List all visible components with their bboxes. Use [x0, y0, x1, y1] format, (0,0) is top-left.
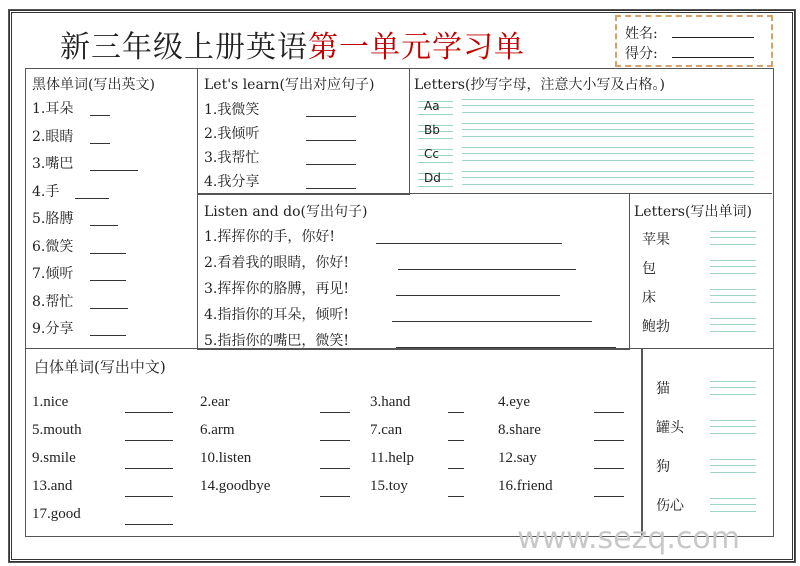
letter-writing-line[interactable]: [462, 171, 754, 185]
bold-word-item: 8.帮忙: [32, 293, 74, 310]
answer-blank[interactable]: [448, 468, 464, 469]
divider: [408, 193, 772, 194]
answer-blank[interactable]: [306, 164, 356, 165]
answer-blank[interactable]: [306, 116, 356, 117]
listen-do-item: 4.指指你的耳朵，倾听!: [204, 307, 349, 323]
answer-blank[interactable]: [396, 295, 560, 296]
answer-blank[interactable]: [448, 412, 464, 413]
answer-blank[interactable]: [125, 496, 173, 497]
answer-blank[interactable]: [90, 280, 126, 281]
white-word-item: 17.good: [32, 506, 81, 522]
answer-blank[interactable]: [125, 412, 173, 413]
letters-word-item: 猫: [656, 381, 670, 397]
letters-word-item: 包: [642, 261, 656, 277]
answer-blank[interactable]: [306, 188, 356, 189]
bold-word-item: 1.耳朵: [32, 101, 74, 117]
white-word-item: 6.arm: [200, 422, 235, 438]
letter-sample: Aa: [424, 99, 440, 113]
white-word-item: 5.mouth: [32, 422, 82, 438]
white-word-item: 8.share: [498, 422, 541, 438]
bold-word-item: 7.倾听: [32, 266, 74, 282]
answer-blank[interactable]: [320, 468, 350, 469]
answer-blank[interactable]: [90, 170, 138, 171]
answer-blank[interactable]: [594, 468, 624, 469]
answer-blank[interactable]: [125, 524, 173, 525]
answer-blank[interactable]: [594, 412, 624, 413]
watermark: www.sezq.com: [517, 521, 740, 556]
bold-word-item: 9.分享: [32, 321, 74, 337]
score-row: [625, 43, 754, 63]
bold-word-item: 6.微笑: [32, 238, 74, 255]
white-word-item: 15.toy: [370, 478, 408, 494]
title-black: 新三年级上册英语: [60, 30, 308, 65]
white-word-item: 16.friend: [498, 478, 553, 494]
answer-blank[interactable]: [90, 308, 128, 309]
listen-do-item: 2.看着我的眼睛，你好!: [204, 255, 349, 271]
lets-learn-heading: Let's learn(写出对应句子): [204, 77, 375, 93]
lets-learn-item: 1.我微笑: [204, 102, 260, 118]
title-red: 第一单元学习单: [308, 30, 525, 65]
answer-blank[interactable]: [90, 143, 110, 144]
white-words-heading: 白体单词(写出中文): [34, 358, 166, 376]
answer-blank[interactable]: [90, 225, 118, 226]
white-word-item: 4.eye: [498, 394, 531, 410]
letters-copy-heading: Letters(抄写字母，注意大小写及占格。): [414, 77, 665, 93]
letter-writing-line[interactable]: [462, 99, 754, 113]
word-writing-line[interactable]: [710, 420, 756, 434]
answer-blank[interactable]: [320, 412, 350, 413]
answer-blank[interactable]: [594, 440, 624, 441]
listen-do-heading: Listen and do(写出句子): [204, 204, 368, 220]
answer-blank[interactable]: [448, 496, 464, 497]
white-word-item: 7.can: [370, 422, 403, 438]
lets-learn-item: 4.我分享: [204, 174, 260, 190]
name-score-box: [615, 15, 773, 67]
listen-do-item: 3.挥挥你的胳膊，再见!: [204, 281, 349, 297]
answer-blank[interactable]: [90, 335, 126, 336]
white-word-item: 10.listen: [200, 450, 252, 466]
answer-blank[interactable]: [75, 198, 109, 199]
answer-blank[interactable]: [125, 440, 173, 441]
word-writing-line[interactable]: [710, 498, 756, 512]
letter-writing-line[interactable]: [462, 123, 754, 137]
name-field[interactable]: [672, 37, 754, 38]
white-word-item: 9.smile: [32, 450, 76, 466]
lets-learn-item: 3.我帮忙: [204, 150, 260, 166]
letters-word-item: 伤心: [656, 498, 684, 514]
answer-blank[interactable]: [306, 140, 356, 141]
word-writing-line[interactable]: [710, 231, 756, 245]
letters-word-item: 狗: [656, 459, 670, 475]
bold-word-item: 2.眼睛: [32, 128, 74, 145]
letters-word-item: 罐头: [656, 420, 684, 436]
bold-word-item: 3.嘴巴: [32, 156, 74, 172]
letter-sample: Cc: [424, 147, 439, 161]
letters-word-item: 鲍勃: [642, 319, 670, 335]
answer-blank[interactable]: [90, 253, 126, 254]
letters-word-item: 床: [642, 290, 656, 306]
answer-blank[interactable]: [594, 496, 624, 497]
word-writing-line[interactable]: [710, 459, 756, 473]
listen-do-item: 1.挥挥你的手，你好!: [204, 229, 335, 245]
listen-do-item: 5.指指你的嘴巴，微笑!: [204, 333, 349, 349]
word-writing-line[interactable]: [710, 318, 756, 332]
answer-blank[interactable]: [376, 243, 562, 244]
name-row: [625, 23, 754, 43]
white-word-item: 2.ear: [200, 394, 230, 410]
answer-blank[interactable]: [320, 496, 350, 497]
page-title: [60, 22, 525, 66]
white-word-item: 14.goodbye: [200, 478, 271, 494]
answer-blank[interactable]: [398, 269, 576, 270]
score-label: 得分:: [625, 46, 658, 62]
white-word-item: 11.help: [370, 450, 415, 466]
letters-word-item: 苹果: [642, 232, 670, 248]
letters-words-heading: Letters(写出单词): [634, 204, 752, 220]
answer-blank[interactable]: [392, 321, 592, 322]
white-word-item: 12.say: [498, 450, 537, 466]
white-word-item: 13.and: [32, 478, 73, 494]
lets-learn-item: 2.我倾听: [204, 126, 260, 142]
bold-word-item: 4.手: [32, 183, 60, 200]
answer-blank[interactable]: [320, 440, 350, 441]
letter-writing-line[interactable]: [462, 147, 754, 161]
word-writing-line[interactable]: [710, 289, 756, 303]
letter-sample: Bb: [424, 123, 440, 137]
word-writing-line[interactable]: [710, 381, 756, 395]
score-field[interactable]: [672, 57, 754, 58]
answer-blank[interactable]: [396, 347, 616, 348]
white-word-item: 3.hand: [370, 394, 411, 410]
answer-blank[interactable]: [125, 468, 173, 469]
answer-blank[interactable]: [448, 440, 464, 441]
letter-sample: Dd: [424, 171, 441, 185]
name-label: 姓名:: [625, 26, 658, 42]
bold-word-item: 5.胳膊: [32, 211, 74, 227]
white-word-item: 1.nice: [32, 394, 69, 410]
word-writing-line[interactable]: [710, 260, 756, 274]
bold-words-heading: 黑体单词(写出英文): [32, 77, 155, 93]
answer-blank[interactable]: [90, 115, 110, 116]
